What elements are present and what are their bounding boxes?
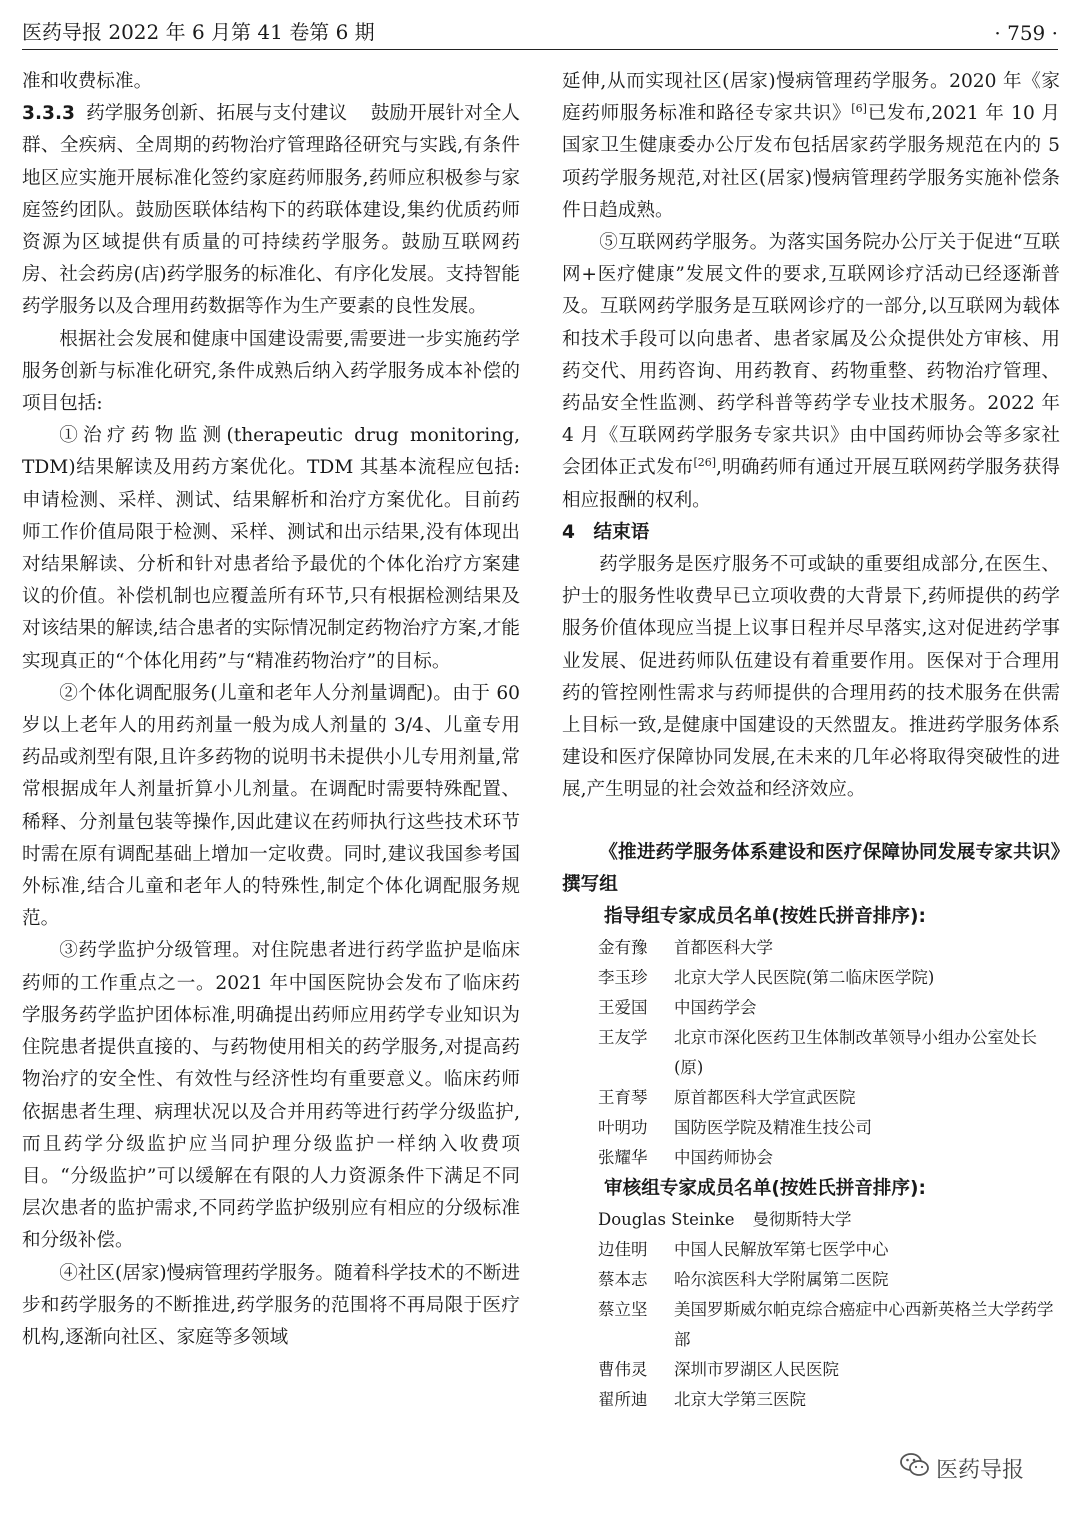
writing-group-title: 《推进药学服务体系建设和医疗保障协同发展专家共识》撰写组 [562,841,1060,895]
list-item [562,1385,1060,1415]
list-item [562,1295,1060,1355]
member-org: 原首都医科大学宣武医院 [674,1087,856,1107]
section-title: 结束语 [593,521,650,543]
paragraph: 根据社会发展和健康中国建设需要,需要进一步实施药学服务创新与标准化研究,条件成熟后纳入药学服务成本补偿的项目包括: [22,328,520,415]
member-name: 王爱国 [598,997,648,1017]
member-org: 北京大学人民医院(第二临床医学院) [674,967,935,987]
paragraph-individual-dispensing: ②个体化调配服务(儿童和老年人分剂量调配)。由于 60 岁以上老年人的用药剂量一般为成人剂量的 3/4、儿童专用药品或剂型有限,且许多药物的说明书未提供小儿专用剂量,常常根据成年人剂量折算小儿剂量。在调配时需要特殊配置、稀释、分剂量包装等操作,因此建议在药师执行这些技术环节时需在原有调配基础上增加一定收费。同时,建议我国参考国外标准,结合儿童和老年人的特殊性,制定个体化调配服务规范。 [22,682,520,930]
list-item [562,1083,1060,1113]
member-org: 中国人民解放军第七医学中心 [674,1239,889,1259]
list-item [562,1235,1060,1265]
member-org: 哈尔滨医科大学附属第二医院 [674,1269,889,1289]
member-name: 张耀华 [598,1147,648,1167]
right-column [562,66,1060,1415]
member-name: 叶明功 [598,1117,648,1137]
text: ⑤互联网药学服务。为落实国务院办公厅关于促进“互联网+医疗健康”发展文件的要求,互联网诊疗活动已经逐渐普及。互联网药学服务是互联网诊疗的一部分,以互联网为载体和技术手段可以向患者、患者家属及公众提供处方审核、用药交代、用药咨询、用药教育、药物重整、药物治疗管理、药品安全性监测、药学科普等药学专业技术服务。2022 年 4 月《互联网药学服务专家共识》由中国药师协会等多家社会团体正式发布 [562,232,1060,479]
left-column [22,66,520,1354]
member-org: 中国药学会 [674,997,757,1017]
member-name: 蔡立坚 [598,1299,648,1319]
list-item [562,1205,1060,1235]
paragraph-community-service: ④社区(居家)慢病管理药学服务。随着科学技术的不断进步和药学服务的不断推进,药学服务的范围将不再局限于医疗机构,逐渐向社区、家庭等多领域 [22,1262,520,1348]
list-item [562,1355,1060,1385]
paragraph-internet-service [562,227,1060,517]
list-item [562,1265,1060,1295]
spacer [562,807,1060,837]
paragraph-conclusion: 药学服务是医疗服务不可或缺的重要组成部分,在医生、护士的服务性收费早已立项收费的大背景下,药师提供的药学服务价值体现应当提上议事日程并尽早落实,这对促进药学事业发展、促进药师队伍建设有着重要作用。医保对于合理用药的管控刚性需求与药师提供的合理用药的技术服务在供需上目标一致,是健康中国建设的天然盟友。推进药学服务体系建设和医疗保障协同发展,在未来的几年必将取得突破性的进展,产生明显的社会效益和经济效应。 [562,554,1060,801]
section-4-heading [562,517,1060,549]
member-org: 首都医科大学 [674,937,773,957]
member-org: 北京大学第三医院 [674,1389,806,1409]
text: 延伸,从而实现社区(居家)慢病管理药学服务。2020 年《家庭药师服务标准和路径专家共识》 [562,71,1060,125]
guide-group-list [562,933,1060,1173]
member-org: 美国罗斯威尔帕克综合癌症中心西新英格兰大学药学部 [674,1299,1054,1349]
wechat-icon [900,1452,930,1484]
member-org: 中国药师协会 [674,1147,773,1167]
section-number: 4 [562,521,575,543]
member-name: 蔡本志 [598,1269,648,1289]
citation[interactable]: [6] [851,102,867,116]
list-item [562,963,1060,993]
member-name: 翟所迪 [598,1389,648,1409]
member-org: 国防医学院及精准生技公司 [674,1117,872,1137]
member-name: 王友学 [598,1027,648,1047]
review-group-list [562,1205,1060,1415]
list-item [562,933,1060,963]
paragraph-tdm: ①治疗药物监测(therapeutic drug monitoring, TDM)结果解读及用药方案优化。TDM 其基本流程应包括:申请检测、采样、测试、结果解析和治疗方案优化。目前药师工作价值局限于检测、采样、测试和出示结果,没有体现出对结果解读、分析和针对患者给予最优的个体化治疗方案建议的价值。补偿机制也应覆盖所有环节,只有根据检测结果及对该结果的解读,结合患者的实际情况制定药物治疗方案,才能实现真正的“个体化用药”与“精准药物治疗”的目标。 [22,425,520,672]
section-body: 鼓励开展针对全人群、全疾病、全周期的药物治疗管理路径研究与实践,有条件地区应实施开展标准化签约家庭药师服务,药师应积极参与家庭签约团队。鼓励医联体结构下的药联体建设,集约优质药师资源为区域提供有质量的可持续药学服务。鼓励互联网药房、社会药房(店)药学服务的标准化、有序化发展。支持智能药学服务以及合理用药数据等作为生产要素的良性发展。 [22,103,520,318]
list-item [562,993,1060,1023]
member-name: 王育琴 [598,1087,648,1107]
member-org: 曼彻斯特大学 [752,1209,852,1229]
section-3-3-3 [22,98,520,323]
section-number: 3.3.3 [22,103,75,125]
member-name: 边佳明 [598,1239,648,1259]
review-group-heading: 审核组专家成员名单(按姓氏拼音排序): [604,1177,926,1199]
member-name: 金有豫 [598,937,648,957]
page-number: · 759 · [994,21,1058,45]
paragraph [562,66,1060,227]
paragraph: 准和收费标准。 [22,71,153,92]
journal-info: 医药导报 2022 年 6 月第 41 卷第 6 期 [22,20,375,44]
member-org: 深圳市罗湖区人民医院 [674,1359,839,1379]
text: ,明确药师有通过开展互联网药学服务获得相应报酬的权利。 [562,457,1060,511]
section-title: 药学服务创新、拓展与支付建议 [86,103,348,125]
wechat-watermark [900,1450,1024,1486]
member-org: 北京市深化医药卫生体制改革领导小组办公室处长(原) [674,1027,1037,1077]
running-header [22,14,1058,50]
member-name: 曹伟灵 [598,1359,648,1379]
citation[interactable]: [26] [693,456,717,470]
guide-group-heading: 指导组专家成员名单(按姓氏拼音排序): [604,905,926,927]
member-name: Douglas Steinke [598,1209,735,1229]
watermark-text: 医药导报 [936,1457,1025,1483]
paragraph-pharmaceutical-care: ③药学监护分级管理。对住院患者进行药学监护是临床药师的工作重点之一。2021 年中国医院协会发布了临床药学服务药学监护团体标准,明确提出药师应用药学专业知识为住院患者提供直接的、与药物使用相关的药学服务,对提高药物治疗的安全性、有效性与经济性均有重要意义。临床药师依据患者生理、病理状况以及合并用药等进行药学分级监护,而且药学分级监护应当同护理分级监护一样纳入收费项目。“分级监护”可以缓解在有限的人力资源条件下满足不同层次患者的监护需求,不同药学监护级别应有相应的分级标准和分级补偿。 [22,940,520,1252]
list-item [562,1113,1060,1143]
text: 已发布,2021 年 10 月国家卫生健康委办公厅发布包括居家药学服务规范在内的 5 项药学服务规范,对社区(居家)慢病管理药学服务实施补偿条件日趋成熟。 [562,103,1060,221]
list-item [562,1023,1060,1083]
list-item [562,1143,1060,1173]
member-name: 李玉珍 [598,967,648,987]
